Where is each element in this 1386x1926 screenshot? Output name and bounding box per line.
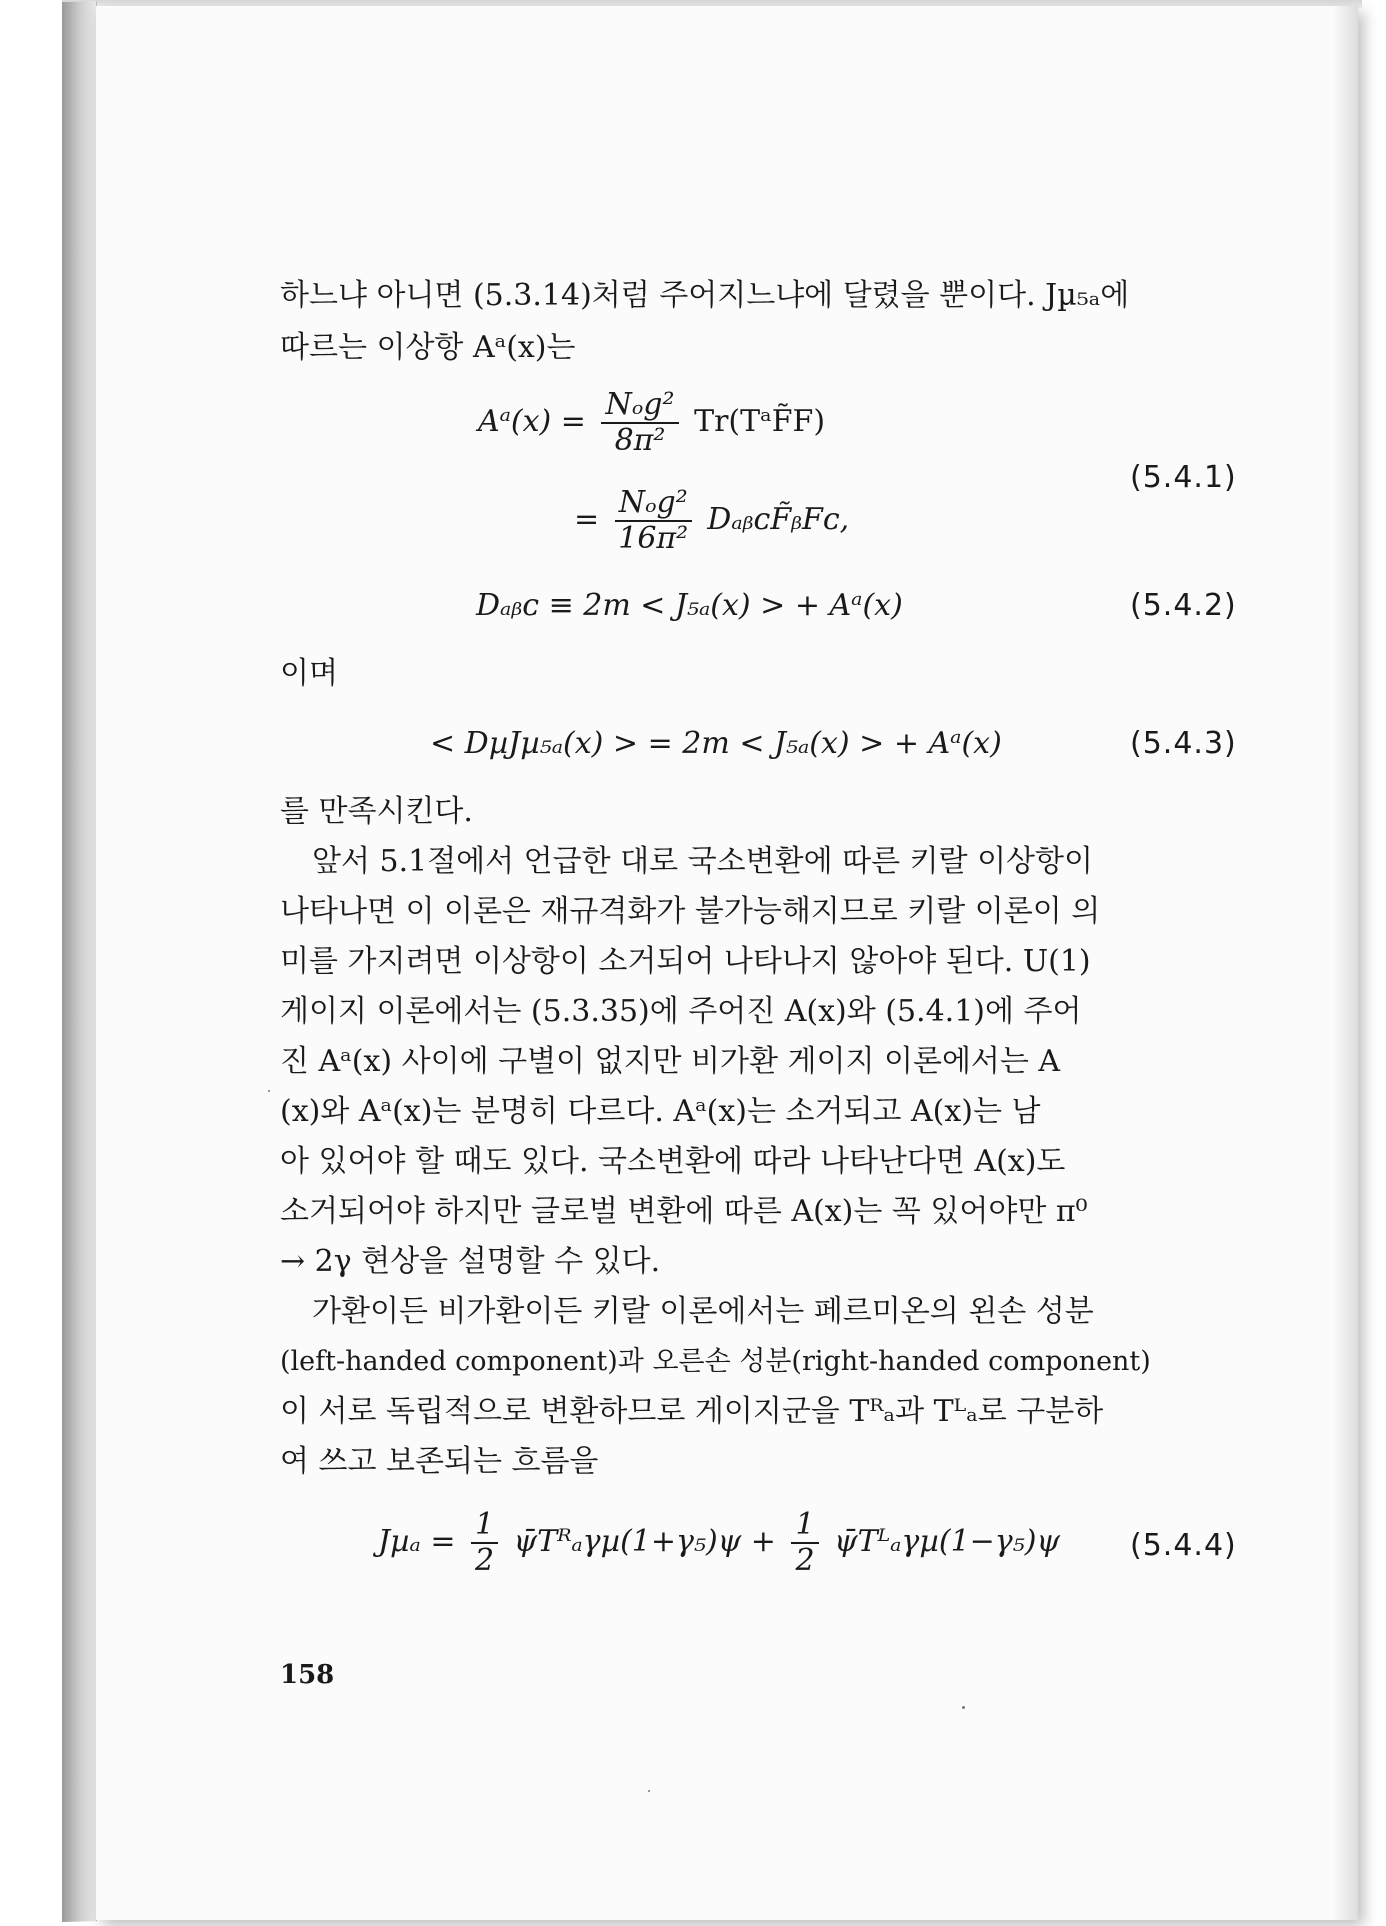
equation-number: (5.4.2) (1130, 588, 1237, 623)
eq-rhs: Tr(TᵃF̃F) (694, 404, 826, 439)
text-line: 나타나면 이 이론은 재규격화가 불가능해지므로 키랄 이론이 의 (280, 894, 1101, 929)
book-spine-edge (62, 1, 97, 1922)
equation-number: (5.4.4) (1130, 1528, 1237, 1563)
denominator: 2 (475, 1543, 495, 1578)
text-line: 를 만족시킨다. (280, 794, 473, 829)
text-line: 앞서 5.1절에서 언급한 대로 국소변환에 따른 키랄 이상항이 (312, 844, 1094, 879)
text-line: 진 Aᵃ(x) 사이에 구별이 없지만 비가환 게이지 이론에서는 A (280, 1044, 1061, 1079)
fraction-half (791, 1508, 818, 1578)
text-line: 여 쓰고 보존되는 흐름을 (280, 1444, 599, 1479)
fraction (615, 486, 692, 556)
text-line: 미를 가지려면 이상항이 소거되어 나타나지 않아야 된다. U(1) (280, 944, 1091, 979)
text-line: → 2γ 현상을 설명할 수 있다. (280, 1244, 661, 1279)
text-line: 소거되어야 하지만 글로벌 변환에 따른 A(x)는 꼭 있어야만 π⁰ (280, 1194, 1088, 1229)
text-line: 이 서로 독립적으로 변환하므로 게이지군을 Tᴿₐ과 Tᴸₐ로 구분하 (280, 1394, 1104, 1429)
denominator: 16π² (618, 521, 689, 556)
numerator: Nₒg² (601, 388, 678, 424)
eq-lhs: Aᵃ(x) = (478, 404, 586, 439)
paper-speck (648, 1790, 650, 1792)
equation-number: (5.4.3) (1130, 726, 1237, 761)
numerator: Nₒg² (615, 486, 692, 522)
text-line: 따르는 이상항 Aᵃ(x)는 (280, 330, 576, 365)
eq-rhs: DₐᵦᴄF̃ᵦFᴄ, (707, 502, 850, 537)
equation-5-4-1-line2 (574, 486, 849, 556)
equation-5-4-4 (378, 1508, 1060, 1578)
numerator: 1 (471, 1508, 498, 1544)
page-shadow (1332, 6, 1358, 1920)
text-line: 하느냐 아니면 (5.3.14)처럼 주어지느냐에 달렸을 뿐이다. Jµ₅ₐ에 (280, 278, 1130, 313)
eq-term: ψ̄Tᴸₐγµ(1−γ₅)ψ (834, 1524, 1060, 1559)
eq-equals: = (574, 502, 600, 537)
equation-5-4-3: < DµJµ₅ₐ(x) > = 2m < J₅ₐ(x) > + Aᵃ(x) (430, 726, 1002, 761)
text-line: (x)와 Aᵃ(x)는 분명히 다르다. Aᵃ(x)는 소거되고 A(x)는 남 (280, 1094, 1041, 1129)
paper-speck (962, 1706, 965, 1709)
page-number: 158 (280, 1660, 335, 1690)
text-line: 아 있어야 할 때도 있다. 국소변환에 따라 나타난다면 A(x)도 (280, 1144, 1066, 1179)
eq-term: ψ̄Tᴿₐγµ(1+γ₅)ψ + (513, 1524, 776, 1559)
eq-lhs: Jµₐ = (378, 1524, 456, 1559)
equation-5-4-1-line1 (478, 388, 825, 458)
text-line: (left-handed component)과 오른손 성분(right-handed component) (280, 1346, 1151, 1377)
paper-speck (268, 1090, 270, 1092)
text-line: 가환이든 비가환이든 키랄 이론에서는 페르미온의 왼손 성분 (312, 1294, 1094, 1329)
equation-number: (5.4.1) (1130, 460, 1237, 495)
fraction-half (471, 1508, 498, 1578)
numerator: 1 (791, 1508, 818, 1544)
denominator: 8π² (614, 423, 666, 458)
equation-5-4-2: Dₐᵦᴄ ≡ 2m < J₅ₐ(x) > + Aᵃ(x) (476, 588, 903, 623)
fraction (601, 388, 678, 458)
denominator: 2 (795, 1543, 815, 1578)
text-line: 게이지 이론에서는 (5.3.35)에 주어진 A(x)와 (5.4.1)에 주어 (280, 994, 1082, 1029)
text-line: 이며 (280, 656, 338, 691)
